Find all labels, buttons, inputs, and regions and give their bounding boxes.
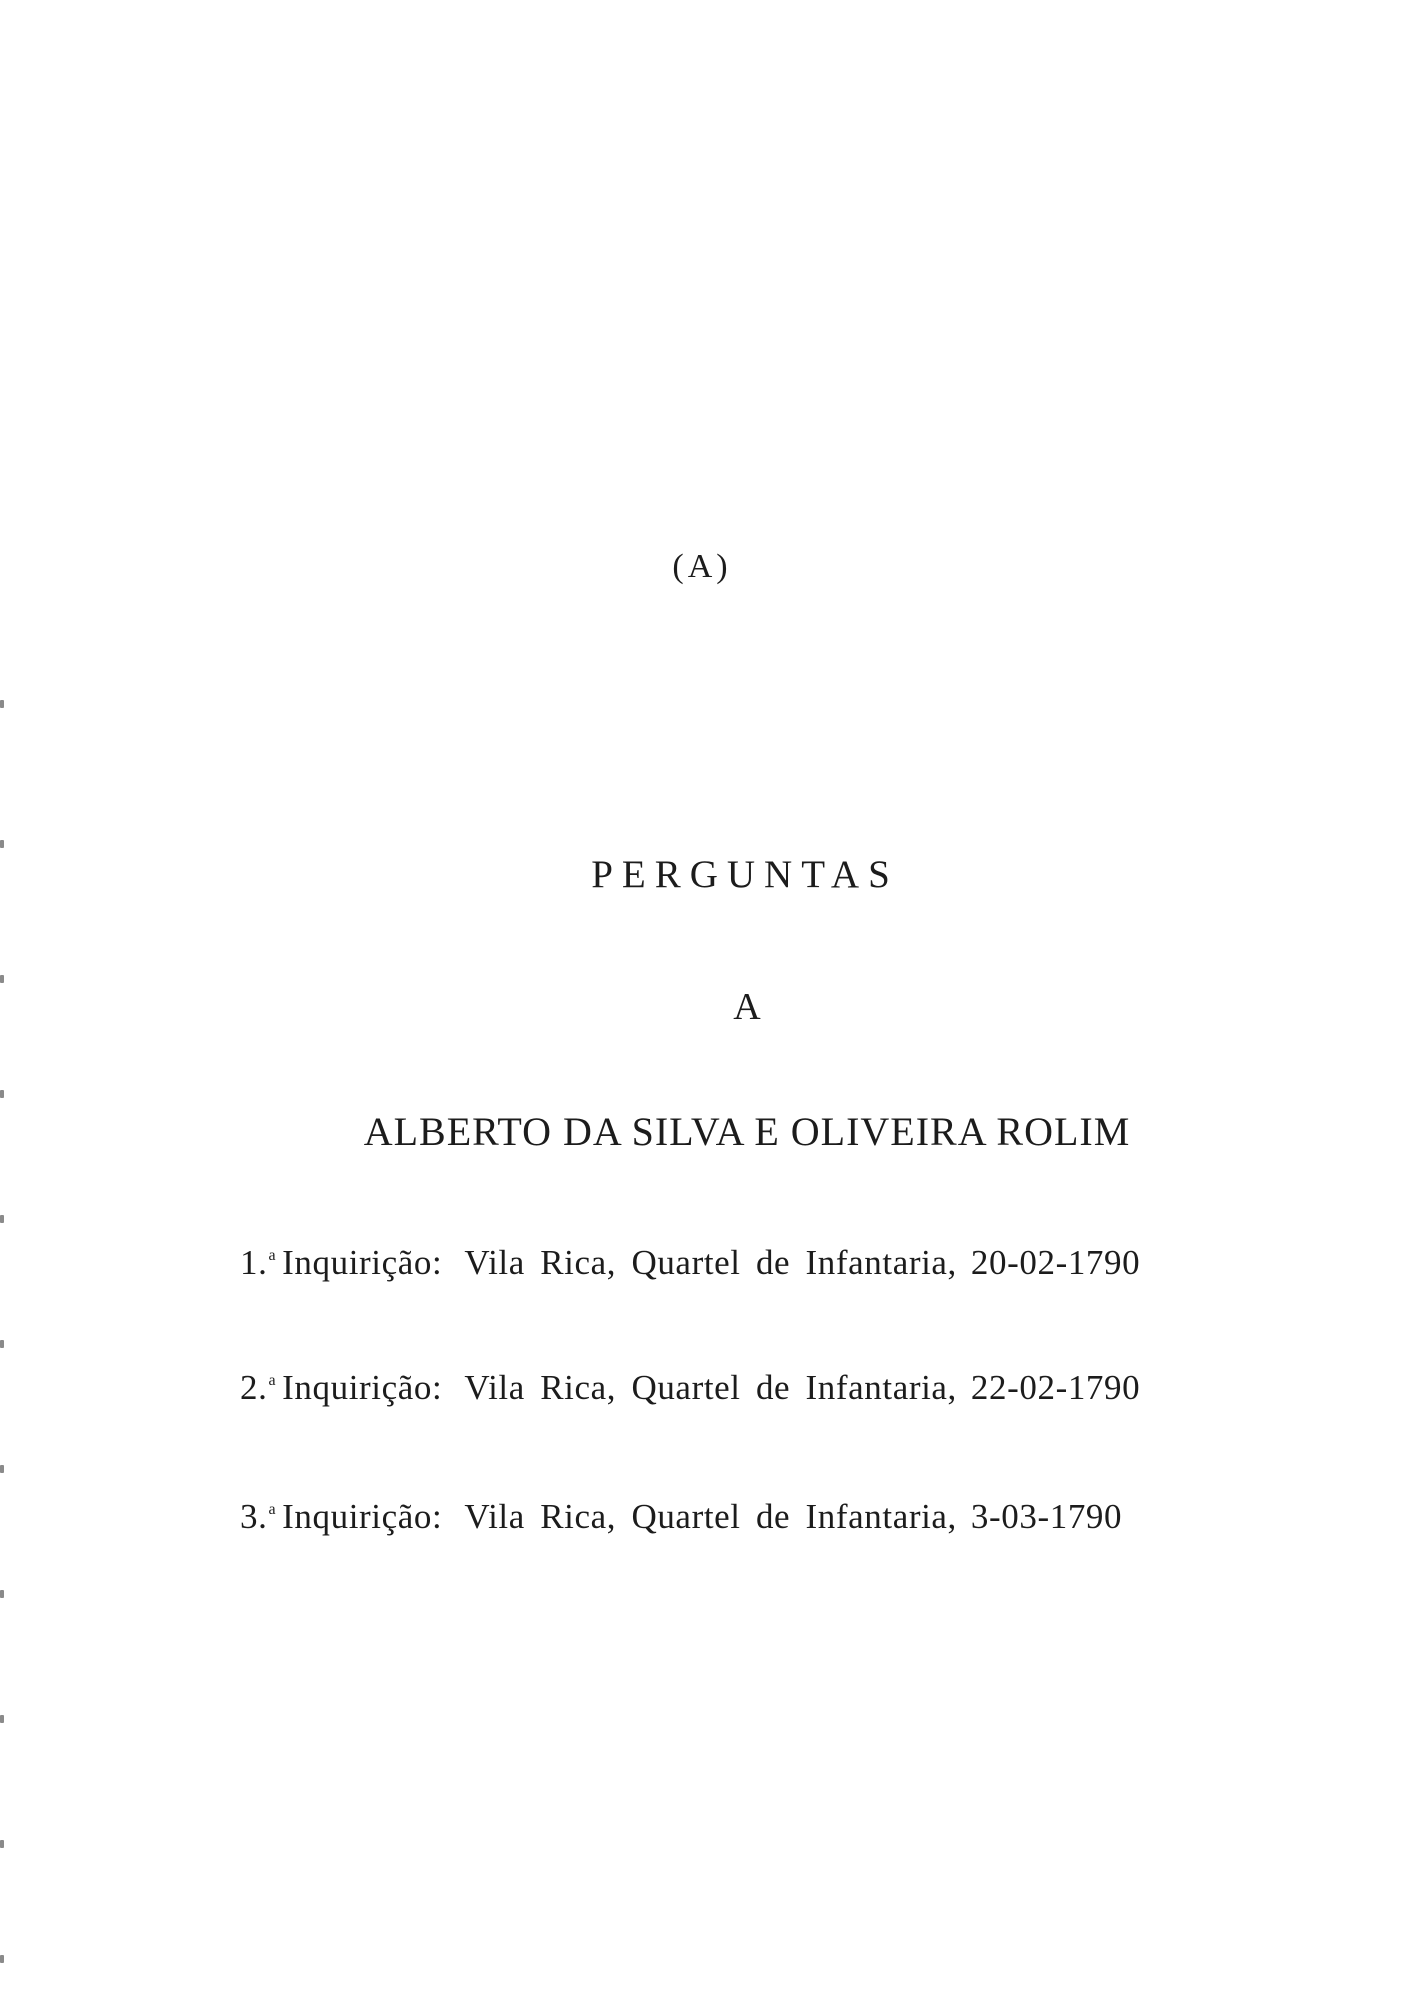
binding-mark xyxy=(0,840,4,848)
inquiry-place: Vila Rica, Quartel de Infantaria, xyxy=(464,1243,957,1282)
inquiry-date: 22-02-1790 xyxy=(970,1368,1141,1407)
inquiry-line xyxy=(240,1368,1260,1408)
binding-mark xyxy=(0,1955,4,1963)
binding-mark xyxy=(0,1590,4,1598)
inquiry-ordinal: 3.$^a$ xyxy=(240,1497,277,1536)
inquiry-place: Vila Rica, Quartel de Infantaria, xyxy=(464,1368,957,1407)
ordinal-suffix: a xyxy=(268,1247,277,1264)
ordinal-suffix: a xyxy=(268,1372,277,1389)
binding-mark xyxy=(0,1340,4,1348)
inquiry-label: Inquirição: xyxy=(282,1368,443,1407)
inquiry-date: 3-03-1790 xyxy=(970,1497,1123,1536)
binding-mark xyxy=(0,1715,4,1723)
inquiry-ordinal: 2.$^a$ xyxy=(240,1368,277,1407)
inquiry-ordinal: 1.$^a$ xyxy=(240,1243,277,1282)
page-title: PERGUNTAS xyxy=(591,853,899,896)
binding-mark xyxy=(0,1840,4,1848)
inquiry-date: 20-02-1790 xyxy=(970,1243,1141,1282)
binding-mark xyxy=(0,1215,4,1223)
inquiry-place: Vila Rica, Quartel de Infantaria, xyxy=(464,1497,957,1536)
title-connector: A xyxy=(733,986,761,1028)
person-name: ALBERTO DA SILVA E OLIVEIRA ROLIM xyxy=(363,1109,1131,1154)
inquiry-label: Inquirição: xyxy=(282,1243,443,1282)
inquiry-line xyxy=(240,1497,1260,1537)
binding-mark xyxy=(0,700,4,708)
binding-mark xyxy=(0,975,4,983)
inquiry-line xyxy=(240,1243,1260,1283)
binding-mark xyxy=(0,1465,4,1473)
section-letter: (A) xyxy=(672,548,732,585)
inquiry-label: Inquirição: xyxy=(282,1497,443,1536)
binding-mark xyxy=(0,1090,4,1098)
ordinal-suffix: a xyxy=(268,1501,277,1518)
